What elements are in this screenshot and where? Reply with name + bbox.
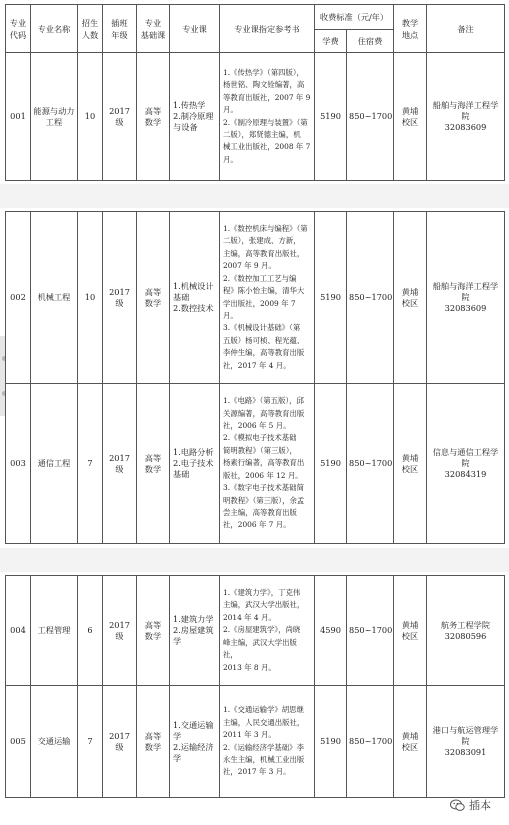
header-campus <box>394 5 427 53</box>
cell-tuition: 5190 <box>315 384 347 544</box>
chat-bubble-icon <box>450 799 465 812</box>
cell-courses <box>170 576 220 686</box>
ref-line: 2.《模拟电子技术基础 <box>223 433 297 443</box>
remark-school: 船舶与海洋工程学院 <box>432 281 499 302</box>
ref-line: 社，2006 年 7 月。 <box>223 520 291 530</box>
cell-quota: 10 <box>78 53 103 181</box>
ref-line: 械工业出版社，2008 年 7 <box>223 142 311 152</box>
cell-tuition: 4590 <box>315 576 347 686</box>
cell-courses <box>170 53 220 181</box>
ref-line: 1.《数控机床与编程》（第 <box>223 224 308 234</box>
ref-line: 简明教程》（第三版）， <box>223 445 297 455</box>
cell-code: 004 <box>6 576 31 686</box>
remark-phone: 32080596 <box>444 630 487 641</box>
course-item: 1.机械设计基础 <box>173 281 214 302</box>
header-name <box>31 5 78 53</box>
header-fee-label: 收费标准（元/年） <box>319 12 389 22</box>
ref-line: 杨素行编著，高等教育出 <box>223 458 305 468</box>
cell-courses <box>170 212 220 384</box>
page-gap-bottom <box>0 548 509 572</box>
ref-line: 2014 年 4 月。 <box>223 612 276 622</box>
remark-phone: 32084319 <box>444 469 487 479</box>
ref-line: 1.《交通运输学》胡思继 <box>223 705 304 715</box>
header-grade <box>103 5 137 53</box>
ref-line: 李仲生编，高等教育出版 <box>223 348 305 358</box>
table-row <box>6 686 505 798</box>
ref-line: 五版）杨可桢、程光蕴、 <box>223 335 305 345</box>
ref-line: 社，2006 年 5 月。 <box>223 421 291 431</box>
wechat-watermark <box>450 797 491 813</box>
cell-refs <box>220 576 315 686</box>
watermark-text: 插本 <box>469 799 491 812</box>
ref-line: 明教程》（第三版），余孟 <box>223 495 305 505</box>
header-lodging-label: 住宿费 <box>357 36 383 46</box>
ref-line: 2.《运输经济学基础》李 <box>223 742 304 752</box>
remark-school: 港口与航运管理学院 <box>432 725 499 746</box>
cell-campus: 黄埔 校区 <box>394 53 427 181</box>
course-item: 1.电路分析 <box>173 447 214 457</box>
ref-line: 2.《制冷原理与装置》（第 <box>223 117 308 127</box>
header-code <box>6 5 31 53</box>
cell-refs <box>220 53 315 181</box>
cell-lodging: 850~1700 <box>347 212 394 384</box>
ref-line: 二版），张建成、方新， <box>223 236 301 246</box>
cell-lodging: 850~1700 <box>347 576 394 686</box>
ref-line: 2007 年 9 月。 <box>223 261 276 271</box>
cell-campus: 黄埔 校区 <box>394 212 427 384</box>
ref-line: 主编，武汉大学出版社， <box>223 600 305 610</box>
cell-name: 能源与动力工程 <box>31 53 78 181</box>
ref-line: 月。 <box>223 105 238 115</box>
header-code-label: 专业 代码 <box>9 17 27 40</box>
ref-line: 2011 年 3 月。 <box>223 730 276 740</box>
table-row <box>6 384 505 544</box>
header-quota-label: 招生 人数 <box>81 17 99 40</box>
header-tuition-label: 学费 <box>322 36 339 46</box>
ref-line: 二版），郑贤德主编，机 <box>223 129 301 139</box>
cell-remark <box>427 576 505 686</box>
ref-line: 杨世铭、陶文铨编著，高 <box>223 80 305 90</box>
fee-table-page-2 <box>5 211 505 544</box>
remark-school: 航务工程学院 <box>440 619 491 630</box>
remark-phone: 32083609 <box>444 122 487 132</box>
ref-line: 永生主编，机械工业出版 <box>223 754 305 764</box>
course-item: 1.建筑力学 <box>173 614 214 624</box>
ref-line: 程》陈小怡主编，清华大 <box>223 286 305 296</box>
remark-school: 船舶与海洋工程学院 <box>432 100 499 121</box>
ref-line: 学出版社，2009 年 7 月。 <box>223 298 296 320</box>
cell-tuition: 5190 <box>315 53 347 181</box>
table-row <box>6 53 505 181</box>
cell-basic: 高等 数学 <box>137 212 170 384</box>
ref-line: 1.《建筑力学》，丁克伟 <box>223 588 301 598</box>
cell-campus: 黄埔 校区 <box>394 576 427 686</box>
cell-courses <box>170 384 220 544</box>
cell-code: 002 <box>6 212 31 384</box>
cell-remark <box>427 384 505 544</box>
course-item: 2.数控技术 <box>173 303 214 313</box>
header-grade-label: 插班 年级 <box>111 17 128 40</box>
course-item: 1.传热学 <box>173 100 206 110</box>
ref-line: 社，2017 年 3 月。 <box>223 767 291 777</box>
ref-line: 1.《传热学》（第四版）， <box>223 67 304 77</box>
cell-remark <box>427 53 505 181</box>
cell-grade: 2017 级 <box>103 686 137 798</box>
header-books <box>220 5 315 53</box>
cell-grade: 2017 级 <box>103 53 137 181</box>
fee-table-page-3 <box>5 575 505 798</box>
remark-phone: 32083609 <box>444 303 487 313</box>
cell-basic: 高等 数学 <box>137 53 170 181</box>
remark-school: 信息与通信工程学院 <box>432 447 499 468</box>
cell-quota: 6 <box>78 576 103 686</box>
header-lodging <box>347 30 394 53</box>
cell-tuition: 5190 <box>315 686 347 798</box>
cell-grade: 2017 级 <box>103 384 137 544</box>
cell-refs <box>220 212 315 384</box>
cell-name: 工程管理 <box>31 576 78 686</box>
header-tuition <box>315 30 347 53</box>
cell-refs <box>220 384 315 544</box>
ref-line: 2.《房屋建筑学》，尚晓 <box>223 625 301 635</box>
ref-line: 3.《数字电子技术基础简 <box>223 483 304 493</box>
ref-line: 月。 <box>223 154 238 164</box>
ref-line: 2.《数控加工工艺与编 <box>223 273 297 283</box>
cell-name: 机械工程 <box>31 212 78 384</box>
course-item: 2.制冷原理与设备 <box>173 111 214 132</box>
cell-remark <box>427 686 505 798</box>
cell-grade: 2017 级 <box>103 576 137 686</box>
ref-line: 版社，2006 年 12 月。 <box>223 470 303 480</box>
cell-lodging: 850~1700 <box>347 686 394 798</box>
header-remark <box>427 5 505 53</box>
header-basic-label: 专业 基础课 <box>140 17 166 40</box>
cell-code: 005 <box>6 686 31 798</box>
course-item: 2.房屋建筑学 <box>173 625 214 646</box>
ref-line: 尝主编，高等教育出版 <box>223 507 297 517</box>
cell-name: 通信工程 <box>31 384 78 544</box>
course-item: 2.电子技术基础 <box>173 458 214 479</box>
ref-line: 3.《机械设计基础》（第 <box>223 323 301 333</box>
cell-remark <box>427 212 505 384</box>
cell-refs <box>220 686 315 798</box>
ref-line: 主编，人民交通出版社， <box>223 717 305 727</box>
header-books-label: 专业课指定参考书 <box>234 23 300 34</box>
header-major <box>170 5 220 53</box>
cell-quota: 10 <box>78 212 103 384</box>
cell-lodging: 850~1700 <box>347 53 394 181</box>
ref-line: 社，2017 年 4 月。 <box>223 360 291 370</box>
table-row <box>6 576 505 686</box>
ref-line: 关源编著，高等教育出版 <box>223 408 305 418</box>
course-item: 2.运输经济学 <box>173 741 214 763</box>
cell-code: 001 <box>6 53 31 181</box>
cell-basic: 高等 数学 <box>137 686 170 798</box>
table-row <box>6 212 505 384</box>
cell-campus: 黄埔 校区 <box>394 686 427 798</box>
cell-name: 交通运输 <box>31 686 78 798</box>
fee-table-page-1 <box>5 4 505 181</box>
cell-basic: 高等 数学 <box>137 576 170 686</box>
header-name-label: 专业名称 <box>37 23 71 34</box>
header-quota <box>78 5 103 53</box>
cell-quota: 7 <box>78 686 103 798</box>
cell-lodging: 850~1700 <box>347 384 394 544</box>
ref-line: 峰主编，武汉大学出版社， <box>223 637 297 660</box>
cell-grade: 2017 级 <box>103 212 137 384</box>
cell-basic: 高等 数学 <box>137 384 170 544</box>
header-major-label: 专业课 <box>182 23 207 34</box>
ref-line: 等教育出版社，2007 年 9 <box>223 92 311 102</box>
ref-line: 2013 年 8 月。 <box>223 662 276 672</box>
page-gap-top <box>0 184 509 208</box>
course-item: 1.交通运输学 <box>173 719 214 741</box>
ref-line: 主编，高等教育出版社， <box>223 248 305 258</box>
cell-campus: 黄埔 校区 <box>394 384 427 544</box>
cell-courses <box>170 686 220 798</box>
header-fee-group <box>315 5 394 30</box>
header-campus-label: 教学 地点 <box>401 17 419 40</box>
ref-line: 1.《电路》（第五版），邱 <box>223 396 304 406</box>
cell-tuition: 5190 <box>315 212 347 384</box>
cell-quota: 7 <box>78 384 103 544</box>
cell-code: 003 <box>6 384 31 544</box>
remark-phone: 32083091 <box>444 747 487 757</box>
header-basic <box>137 5 170 53</box>
header-remark-label: 备注 <box>457 23 474 34</box>
